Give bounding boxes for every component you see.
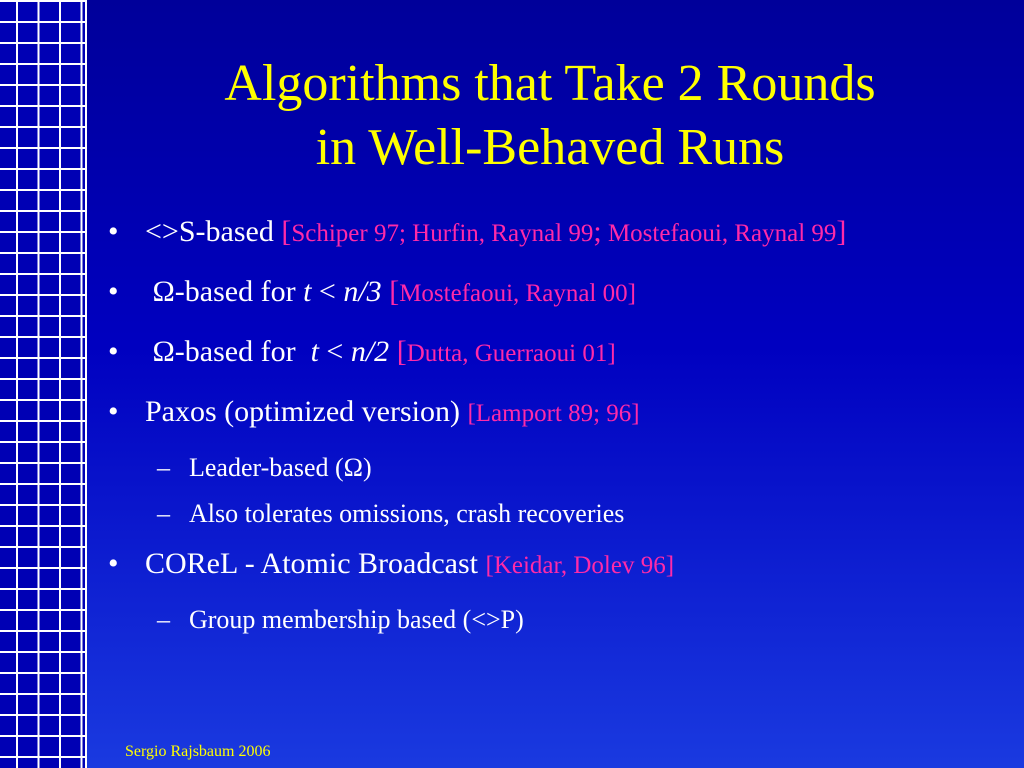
sub-bullet-group-membership xyxy=(100,604,1000,636)
variable-t: t xyxy=(303,275,312,308)
bullet-marker: • xyxy=(108,547,119,580)
sub-bullet-omissions xyxy=(100,498,1000,530)
decorative-grid-strip xyxy=(0,0,87,768)
bullet-text: Ω-based for xyxy=(145,335,311,368)
bullet-text: Paxos (optimized version) xyxy=(145,395,468,428)
ref-open-bracket: [ xyxy=(381,275,400,308)
reference-citation: Dutta, Guerraoui 01] xyxy=(406,340,616,367)
sub-bullet-text: Group membership based (<>P) xyxy=(189,605,524,634)
bullet-text: COReL - Atomic Broadcast xyxy=(145,547,486,580)
variable-n-over-3: n/3 xyxy=(343,275,382,308)
bullet-marker: • xyxy=(108,215,119,248)
ref-open-bracket: [ xyxy=(281,215,292,248)
bullet-item-omega-n3 xyxy=(100,272,1000,314)
ref-separator: ; xyxy=(593,215,602,248)
less-than: < xyxy=(311,275,344,308)
sub-bullet-text: Also tolerates omissions, crash recoveries xyxy=(189,499,625,528)
sub-bullet-leader-based xyxy=(100,452,1000,484)
bullet-item-corel xyxy=(100,544,1000,586)
sub-bullet-marker: – xyxy=(157,605,170,634)
bullet-marker: • xyxy=(108,275,119,308)
reference-citation: [Lamport 89; 96] xyxy=(467,400,640,427)
slide-title xyxy=(100,52,1000,180)
bullet-item-s-based xyxy=(100,212,1000,254)
reference-citation: Mostefaoui, Raynal 00] xyxy=(399,280,636,307)
bullet-marker: • xyxy=(108,335,119,368)
reference-citation: Schiper 97; Hurfin, Raynal 99 xyxy=(291,220,594,247)
sub-bullet-marker: – xyxy=(157,499,170,528)
reference-citation: Mostefaoui, Raynal 99 xyxy=(601,220,837,247)
bullet-marker: • xyxy=(108,395,119,428)
bullet-text: <>S-based xyxy=(145,215,282,248)
title-line-2: in Well-Behaved Runs xyxy=(315,119,785,176)
title-line-1: Algorithms that Take 2 Rounds xyxy=(224,55,876,112)
bullet-list xyxy=(100,212,1000,650)
ref-close-bracket: ] xyxy=(836,215,847,248)
variable-n-over-2: n/2 xyxy=(350,335,390,368)
ref-open-bracket: [ xyxy=(389,335,407,368)
reference-citation: [Keidar, Dolev 96] xyxy=(485,552,675,579)
bullet-item-paxos xyxy=(100,392,1000,434)
bullet-text: Ω-based for xyxy=(145,275,304,308)
slide-footer: Sergio Rajsbaum 2006 xyxy=(125,743,271,760)
less-than: < xyxy=(318,335,351,368)
sub-bullet-marker: – xyxy=(157,453,170,482)
sub-bullet-text: Leader-based (Ω) xyxy=(189,453,372,482)
bullet-item-omega-n2 xyxy=(100,332,1000,374)
variable-t: t xyxy=(310,335,319,368)
